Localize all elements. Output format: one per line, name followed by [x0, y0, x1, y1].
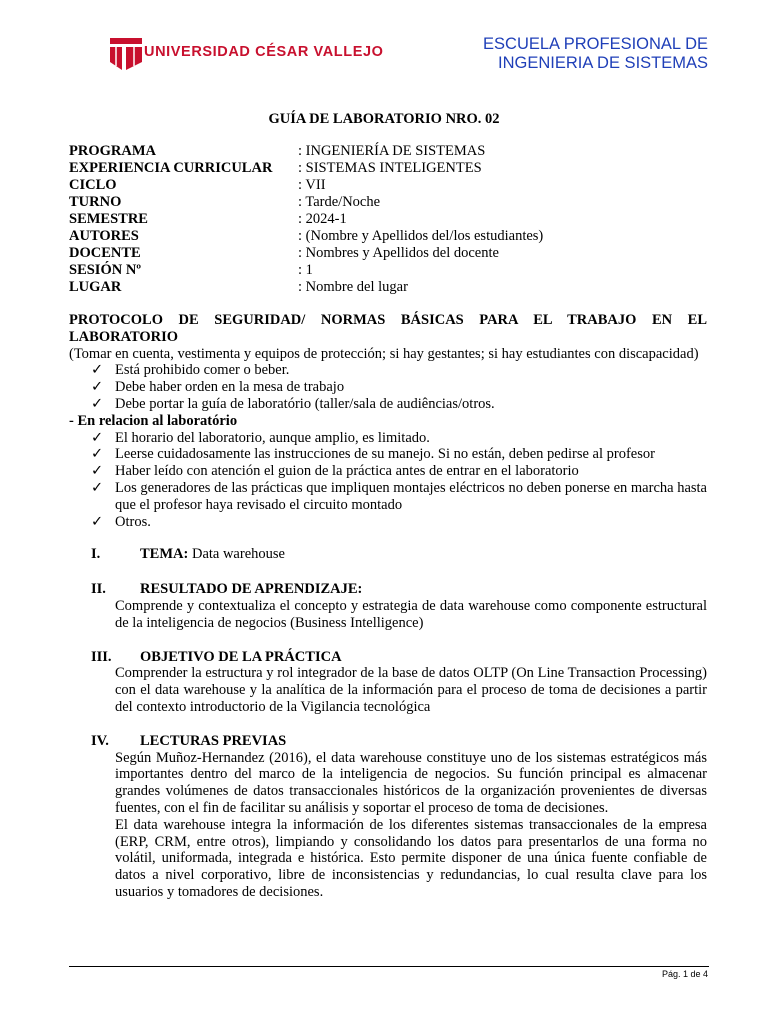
info-value: : INGENIERÍA DE SISTEMAS — [298, 143, 486, 159]
list-item-text: Está prohibido comer o beber. — [115, 362, 290, 379]
section-objetivo — [69, 649, 707, 666]
protocol-note: (Tomar en cuenta, vestimenta y equipos de protección; si hay gestantes; si hay estudiantes con discapacidad) — [69, 345, 699, 362]
checkmark-icon: ✓ — [91, 379, 104, 396]
lab-heading: - En relacion al laboratório — [69, 412, 238, 429]
list-item — [69, 446, 707, 463]
info-label: PROGRAMA — [69, 143, 156, 159]
page-number: Pág. 1 de 4 — [661, 969, 708, 979]
checkmark-icon: ✓ — [91, 479, 104, 496]
info-value: : Tarde/Noche — [298, 194, 381, 210]
info-row — [69, 143, 543, 160]
info-label: AUTORES — [69, 228, 139, 244]
info-label: SESIÓN Nº — [69, 262, 142, 278]
section-heading: TEMA: — [140, 546, 189, 563]
page-title: GUÍA DE LABORATORIO NRO. 02 — [268, 111, 500, 127]
list-item-text: Leerse cuidadosamente las instrucciones de su manejo. Si no están, deben pedirse al profesor — [115, 446, 655, 463]
info-row — [69, 177, 543, 194]
info-row — [69, 279, 543, 296]
section-text: Comprender la estructura y rol integrador de la base de datos OLTP (On Line Transaction Processing) con el data warehouse y la analítica de la información para el proceso de toma de decisiones a partir del contexto introductorio de la Vigilancia tecnológica — [115, 665, 707, 715]
info-value: : SISTEMAS INTELIGENTES — [298, 160, 482, 176]
info-row — [69, 194, 543, 211]
section-text: Comprende y contextualiza el concepto y estrategia de data warehouse como componente estructural de la inteligencia de negocios (Business Intelligence) — [115, 597, 707, 631]
section-heading: LECTURAS PREVIAS — [140, 732, 287, 749]
section-tema — [69, 546, 707, 563]
list-item — [69, 396, 707, 413]
list-item-text: Haber leído con atención el guion de la práctica antes de entrar en el laboratorio — [115, 463, 579, 480]
info-label: SEMESTRE — [69, 211, 148, 227]
info-row — [69, 228, 543, 245]
info-row — [69, 245, 543, 262]
list-item-text: Debe portar la guía de laboratório (taller/sala de audiências/otros. — [115, 395, 495, 412]
info-value: : 1 — [298, 262, 313, 278]
school-name — [483, 35, 708, 73]
university-name: UNIVERSIDAD CÉSAR VALLEJO — [144, 44, 384, 60]
list-item-text: Debe haber orden en la mesa de trabajo — [115, 379, 345, 396]
checkmark-icon: ✓ — [91, 463, 104, 480]
list-item — [69, 463, 707, 480]
info-label: LUGAR — [69, 279, 122, 295]
info-label: DOCENTE — [69, 245, 141, 261]
protocol-heading: PROTOCOLO DE SEGURIDAD/ NORMAS BÁSICAS PARA EL TRABAJO EN EL LABORATORIO — [69, 312, 707, 345]
info-label: TURNO — [69, 194, 122, 210]
section-number: IV. — [91, 732, 109, 749]
section-number: II. — [91, 581, 106, 598]
list-item — [69, 514, 707, 531]
university-logo — [108, 36, 144, 72]
list-item-text: Los generadores de las prácticas que impliquen montajes eléctricos no deben ponerse en marcha hasta que el profesor haya revisado el circuito montado — [115, 479, 707, 513]
section-number: I. — [91, 546, 101, 563]
section-resultado — [69, 581, 707, 598]
section-number: III. — [91, 648, 112, 665]
section-text: Data warehouse — [188, 546, 285, 563]
school-line-2: INGENIERIA DE SISTEMAS — [498, 54, 708, 72]
school-line-1: ESCUELA PROFESIONAL DE — [483, 35, 708, 53]
info-value: : Nombres y Apellidos del docente — [298, 245, 499, 261]
list-item — [69, 430, 707, 447]
info-row — [69, 211, 543, 228]
info-value: : (Nombre y Apellidos del/los estudiantes) — [298, 228, 544, 244]
list-item — [69, 362, 707, 379]
checkmark-icon: ✓ — [91, 513, 104, 530]
list-item-text: El horario del laboratorio, aunque amplio, es limitado. — [115, 429, 430, 446]
list-item-text: Otros. — [115, 513, 151, 530]
checkmark-icon: ✓ — [91, 429, 104, 446]
info-row — [69, 160, 543, 177]
section-paragraph: Según Muñoz-Hernandez (2016), el data warehouse constituye uno de los sistemas estratégicos más importantes dentro del marco de la inteligencia de negocios. Su función principal es almacenar grandes volúmenes de datos transaccionales históricos de la organización provenientes de diversas fuentes, con el fin de facilitar su análisis y soportar el proceso de toma de decisiones. — [115, 749, 707, 816]
list-item — [69, 379, 707, 396]
info-label: CICLO — [69, 177, 117, 193]
checkmark-icon: ✓ — [91, 395, 104, 412]
document-body — [69, 312, 707, 901]
info-value: : VII — [298, 177, 326, 193]
footer-divider — [69, 966, 709, 967]
info-label: EXPERIENCIA CURRICULAR — [69, 160, 273, 176]
checkmark-icon: ✓ — [91, 362, 104, 379]
checkmark-icon: ✓ — [91, 446, 104, 463]
section-paragraph: El data warehouse integra la información de los diferentes sistemas transaccionales de la empresa (ERP, CRM, entre otros), limpiando y consolidando los datos para presentarlos de una forma no volátil, uniformada, integrada e histórica. Esto permite disponer de una única fuente confiable de datos a nivel corporativo, libre de inconsistencias y redundancias, lo cual resulta clave para los usuarios y tomadores de decisiones. — [115, 816, 707, 900]
info-row — [69, 262, 543, 279]
info-table — [69, 143, 543, 296]
info-value: : Nombre del lugar — [298, 279, 408, 295]
list-item — [69, 480, 707, 514]
section-heading: RESULTADO DE APRENDIZAJE: — [140, 581, 363, 598]
section-heading: OBJETIVO DE LA PRÁCTICA — [140, 648, 342, 665]
info-value: : 2024-1 — [298, 211, 347, 227]
section-lecturas — [69, 733, 707, 750]
